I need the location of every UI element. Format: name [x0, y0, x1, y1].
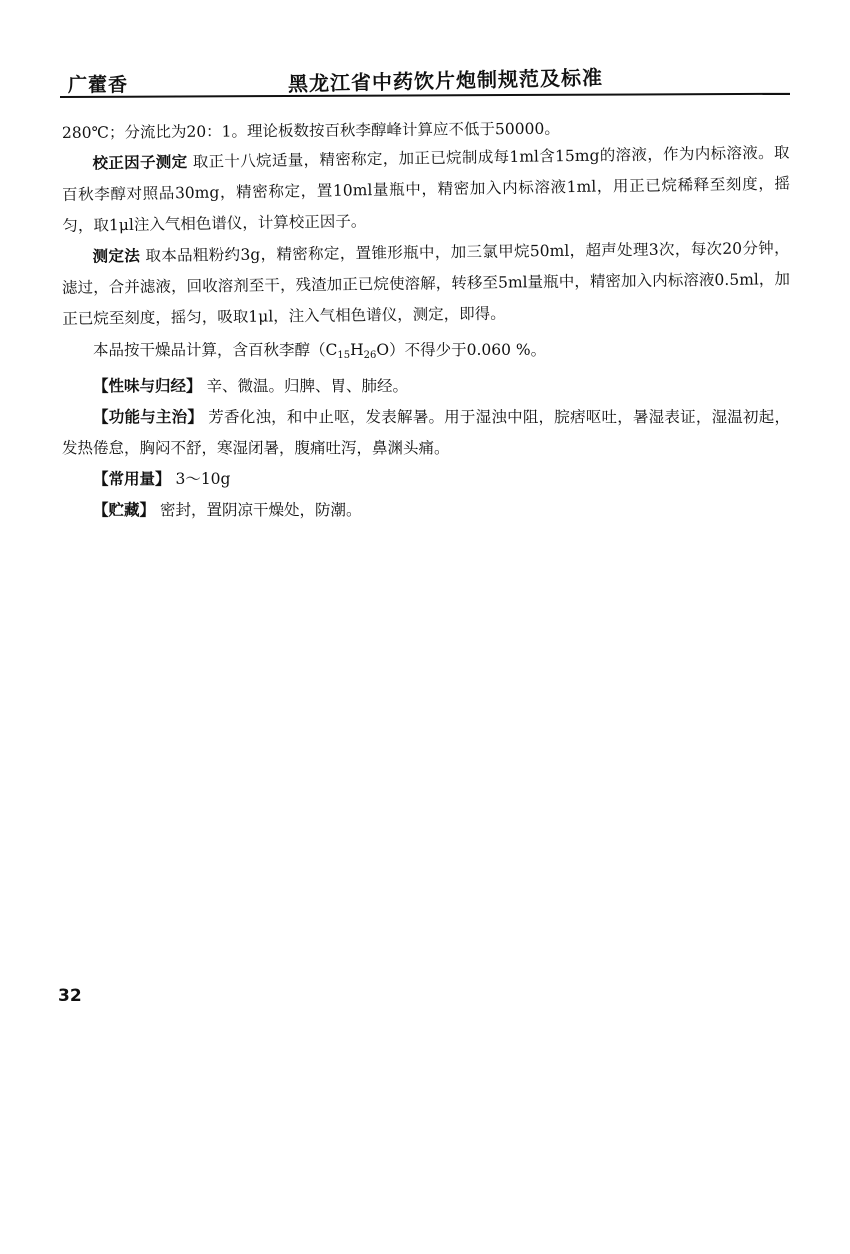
header-rule: [60, 93, 790, 98]
paragraph-content-requirement: [62, 335, 790, 371]
header-section-name: 广藿香: [68, 74, 129, 96]
paragraph-calibration: [61, 138, 790, 242]
gc-conditions-text: 280℃；分流比为20：1。理论板数按百秋李醇峰计算应不低于50000。: [61, 119, 560, 142]
paragraph-assay: [61, 233, 790, 335]
assay-text: 取本品粗粉约3g，精密称定，置锥形瓶中，加三氯甲烷50ml，超声处理3次，每次20分钟，滤过，合并滤液，回收溶剂至干，残渣加正已烷使溶解，转移至5ml量瓶中，精密加入内标溶液0.5ml，加正已烷至刻度，摇匀，吸取1μl，注入气相色谱仪，测定，即得。: [61, 239, 791, 328]
calibration-text: 取正十八烷适量，精密称定，加正已烷制成每1ml含15mg的溶液，作为内标溶液。取百秋李醇对照品30mg，精密称定，置10ml量瓶中，精密加入内标溶液1ml，用正已烷稀释至刻度，摇匀，取1μl注入气相色谱仪，计算校正因子。: [61, 143, 791, 235]
formula-sub-hydrogen: 26: [363, 350, 377, 361]
function-label: 【功能与主治】: [93, 408, 204, 426]
dosage-label: 【常用量】: [93, 470, 171, 488]
formula-sub-carbon: 15: [337, 350, 351, 361]
paragraph-function: [62, 402, 790, 464]
formula-hydrogen: H: [350, 341, 364, 359]
function-text: 芳香化浊，和中止呕，发表解暑。用于湿浊中阻，脘痞呕吐，暑湿表证，湿温初起，发热倦怠，胸闷不舒，寒湿闭暑，腹痛吐泻，鼻渊头痛。: [62, 408, 790, 457]
nature-text: 辛、微温。归脾、胃、肺经。: [206, 377, 408, 395]
paragraph-storage: [62, 495, 790, 526]
page-header: [60, 62, 800, 102]
page-number: 32: [58, 986, 82, 1006]
nature-label: 【性味与归经】: [93, 377, 202, 395]
content-req-post: O）不得少于0.060 %。: [376, 341, 547, 359]
storage-text: 密封，置阴凉干燥处，防潮。: [159, 501, 362, 519]
assay-label: 测定法: [92, 247, 141, 266]
paragraph-dosage: [62, 464, 790, 495]
storage-label: 【贮藏】: [93, 501, 156, 519]
paragraph-nature: [62, 371, 790, 402]
dosage-text: 3～10g: [175, 470, 231, 488]
calibration-label: 校正因子测定: [92, 153, 188, 173]
document-body: [62, 118, 790, 526]
header-book-title: 黑龙江省中药饮片炮制规范及标准: [287, 65, 604, 96]
content-req-pre: 本品按干燥品计算，含百秋李醇（C: [93, 341, 338, 359]
